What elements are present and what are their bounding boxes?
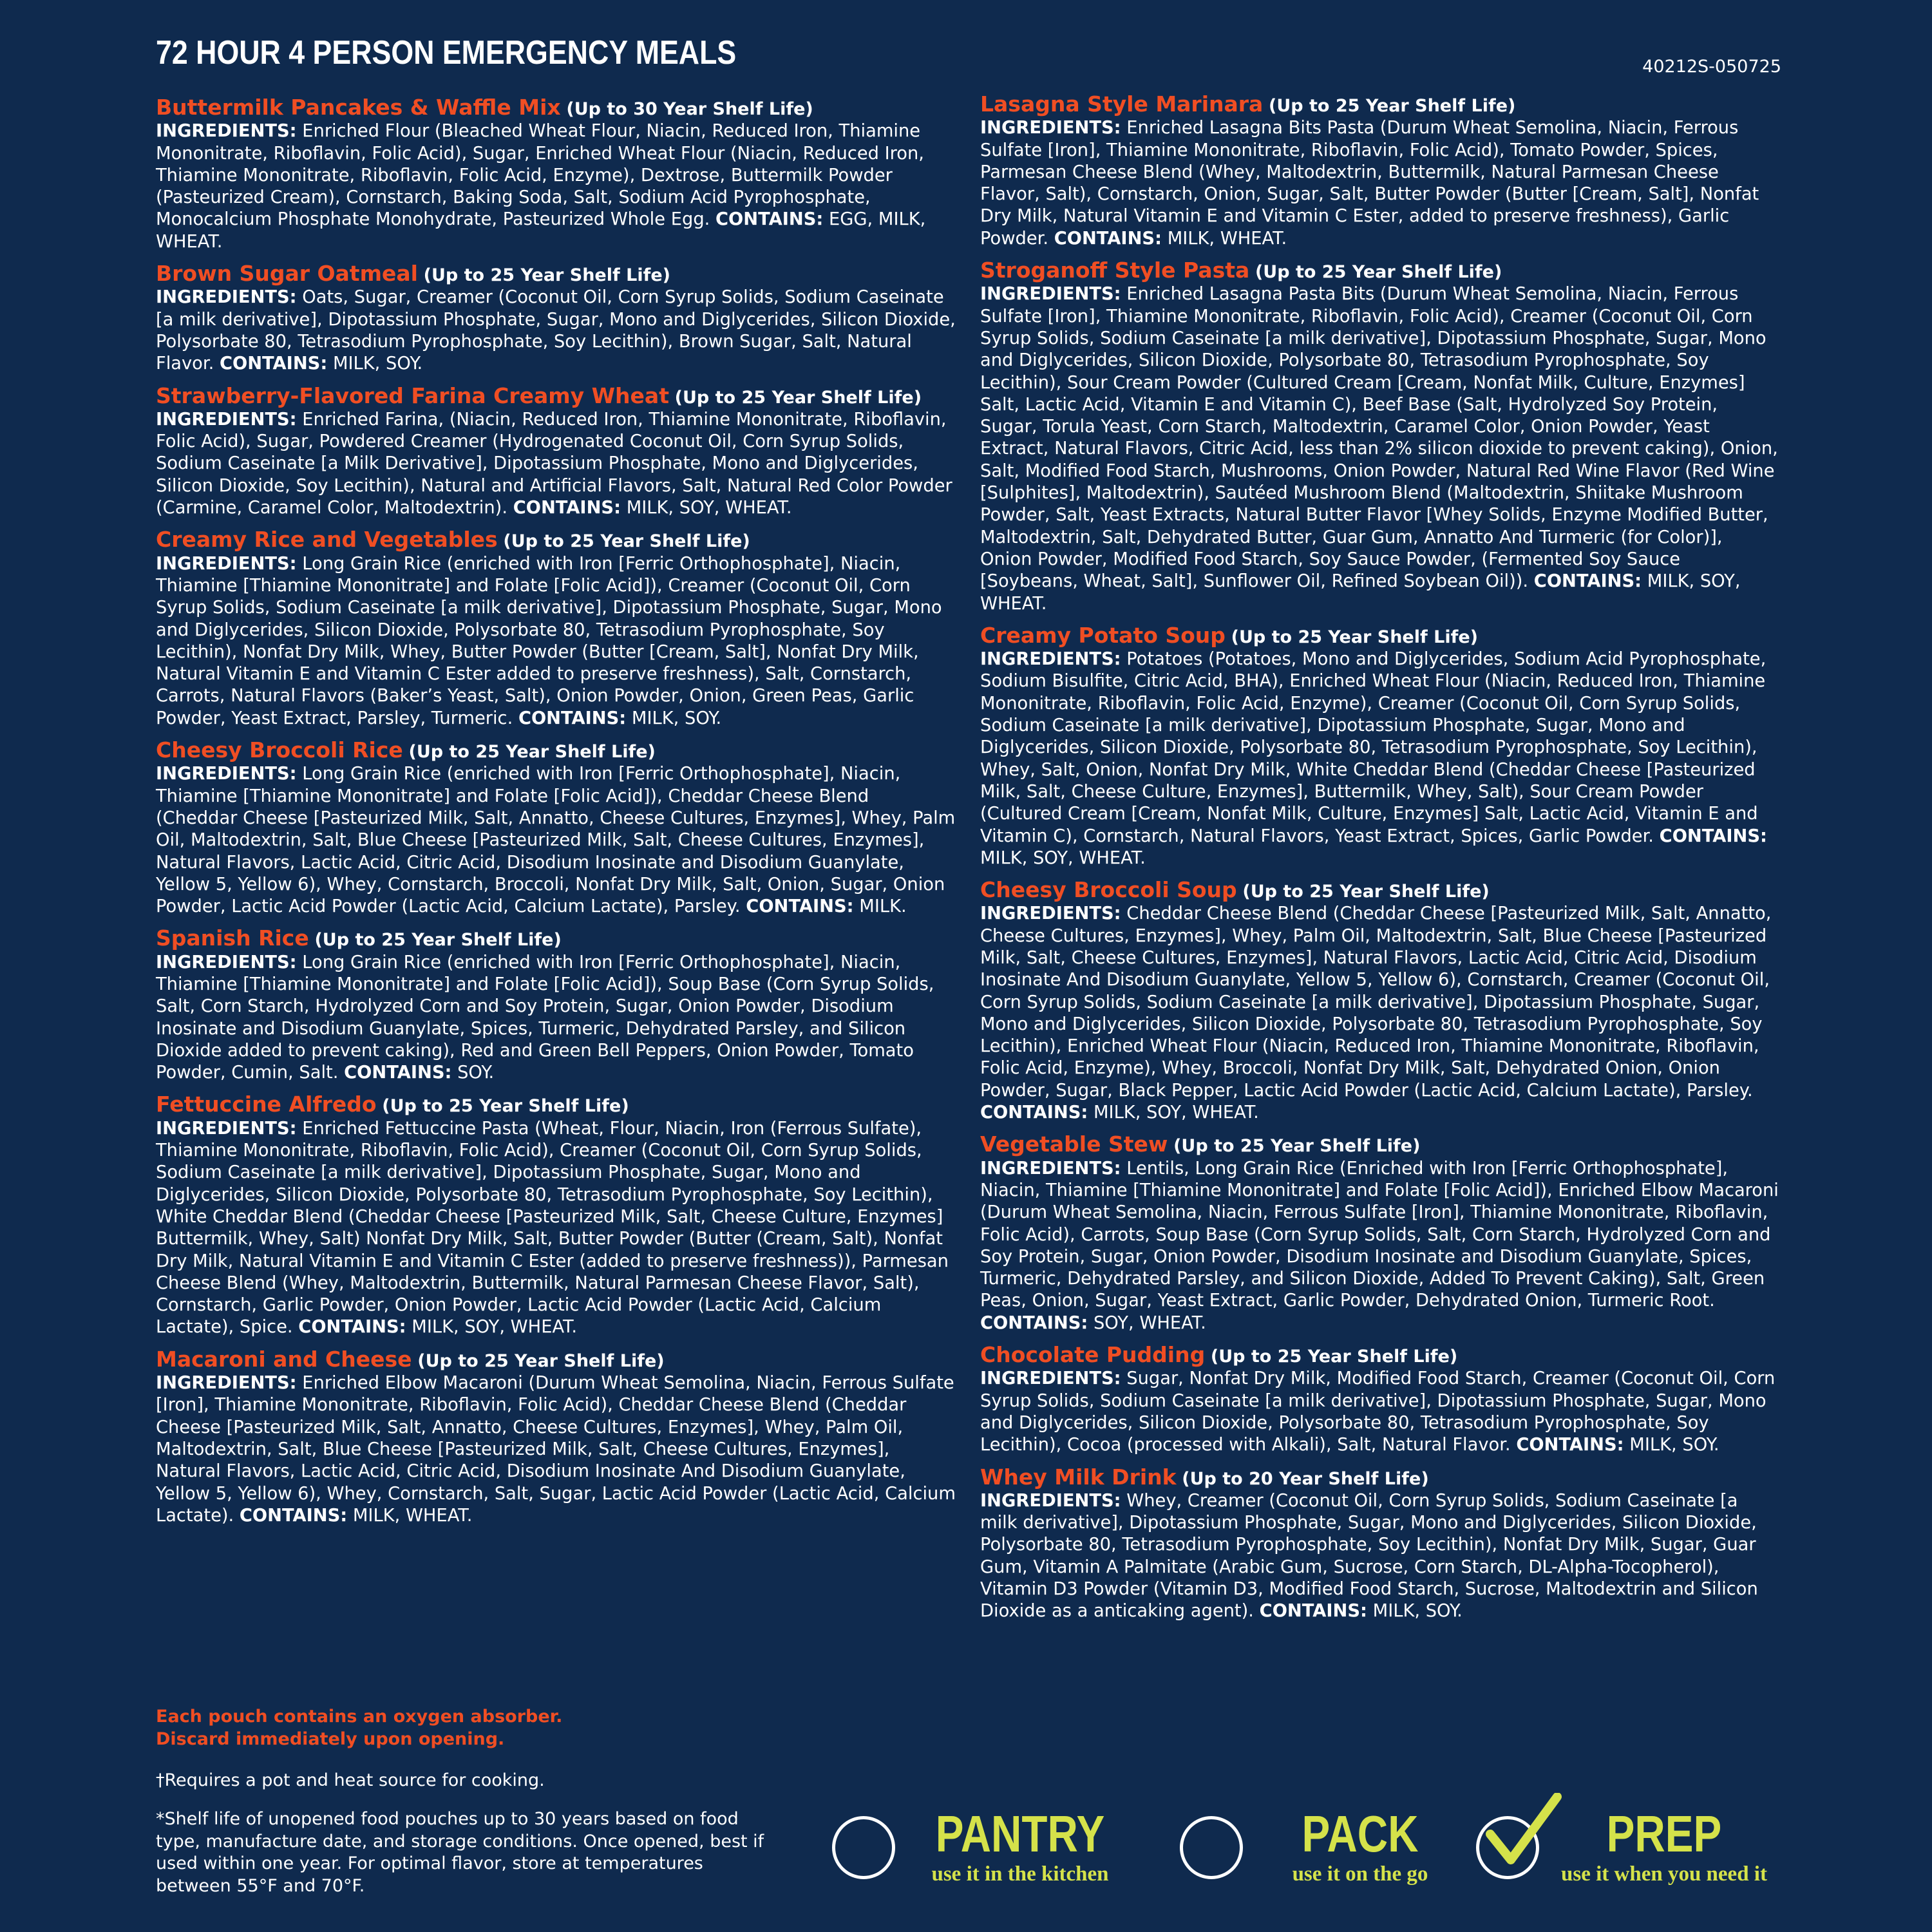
product-code: 40212S-050725 — [1642, 57, 1781, 77]
ingredients-text: Long Grain Rice (enriched with Iron [Ferric Orthophosphate], Niacin, Thiamine [Thiamine Mononitrate] and Folate [Folic Acid]), Cheddar Cheese Blend (Cheddar Cheese [Pasteurized Milk, Salt, Annatto, Cheese Cultures, Enzymes], Whey, Palm Oil, Maltodextrin, Salt, Blue Cheese [Pasteurized Milk, Salt, Cheese Cultures, Enzymes], Natural Flavors, Lactic Acid, Citric Acid, Disodium Inosinate and Disodium Guanylate, Yellow 5, Yellow 6), Whey, Cornstarch, Broccoli, Nonfat Dry Milk, Salt, Onion, Sugar, Onion Powder, Lactic Acid Powder (Lactic Acid, Calcium Lactate), Parsley. — [156, 764, 956, 917]
shelf-life: (Up to 25 Year Shelf Life) — [503, 531, 750, 552]
ingredients-label: INGREDIENTS: — [980, 1368, 1121, 1389]
meal-title: Strawberry-Flavored Farina Creamy Wheat — [156, 383, 669, 408]
circle-icon — [832, 1816, 895, 1879]
shelf-life: (Up to 25 Year Shelf Life) — [423, 265, 671, 286]
ingredients-label: INGREDIENTS: — [156, 1118, 297, 1139]
shelf-life: (Up to 20 Year Shelf Life) — [1182, 1468, 1429, 1489]
allergens-text: MILK. — [859, 896, 907, 917]
allergens-text: MILK, SOY, WHEAT. — [980, 848, 1146, 868]
ingredients-text: Long Grain Rice (enriched with Iron [Ferric Orthophosphate], Niacin, Thiamine [Thiamine Mononitrate] and Folate [Folic Acid]), Creamer (Coconut Oil, Corn Syrup Solids, Sodium Caseinate [a milk derivative], Dipotassium Phosphate, Sugar, Mono and Diglycerides, Silicon Dioxide, Polysorbate 80, Tetrasodium Pyrophosphate, Soy Lecithin), Nonfat Dry Milk, Whey, Butter Powder (Butter [Cream, Salt], Nonfat Dry Milk, Natural Vitamin E and Vitamin C Ester added to preserve freshness), Salt, Cornstarch, Carrots, Natural Flavors (Baker’s Yeast, Salt), Onion Powder, Onion, Green Peas, Garlic Powder, Yeast Extract, Parsley, Turmeric. — [156, 553, 942, 728]
ingredients-label: INGREDIENTS: — [156, 287, 297, 308]
shelf-life: (Up to 25 Year Shelf Life) — [417, 1350, 665, 1371]
contains-label: CONTAINS: — [1259, 1601, 1367, 1622]
badge-subtitle: use it on the go — [1292, 1862, 1428, 1886]
ingredients-label: INGREDIENTS: — [980, 1490, 1121, 1511]
ingredients-text: Sugar, Nonfat Dry Milk, Modified Food Starch, Creamer (Coconut Oil, Corn Syrup Solids, Sodium Caseinate [a milk derivative], Dipotassium Phosphate, Sugar, Mono and Diglycerides, Silicon Dioxide, Polysorbate 80, Tetrasodium Pyrophosphate, Soy Lecithin), Cocoa (processed with Alkali), Salt, Natural Flavor. — [980, 1368, 1776, 1455]
ingredients-text: Enriched Flour (Bleached Wheat Flour, Niacin, Reduced Iron, Thiamine Mononitrate, Riboflavin, Folic Acid), Sugar, Enriched Wheat Flour (Niacin, Reduced Iron, Thiamine Mononitrate, Riboflavin, Folic Acid, Enzyme), Dextrose, Buttermilk Powder (Pasteurized Cream), Cornstarch, Baking Soda, Salt, Sodium Acid Pyrophosphate, Monocalcium Phosphate Monohydrate, Pasteurized Whole Egg. — [156, 121, 924, 230]
allergens-text: MILK, WHEAT. — [1167, 228, 1287, 249]
contains-label: CONTAINS: — [298, 1317, 406, 1338]
meal-item — [980, 879, 1779, 1124]
contains-label: CONTAINS: — [746, 896, 854, 917]
allergens-text: SOY, WHEAT. — [1093, 1312, 1206, 1333]
oxygen-absorber-notice — [156, 1705, 562, 1750]
contains-label: CONTAINS: — [344, 1063, 452, 1083]
ingredients-text: Enriched Lasagna Bits Pasta (Durum Wheat Semolina, Niacin, Ferrous Sulfate [Iron], Thiamine Mononitrate, Riboflavin, Folic Acid), Tomato Powder, Spices, Parmesan Cheese Blend (Whey, Maltodextrin, Buttermilk, Natural Parmesan Cheese Flavor, Salt), Cornstarch, Onion, Sugar, Salt, Butter Powder (Butter [Cream, Salt], Nonfat Dry Milk, Natural Vitamin E and Vitamin C Ester, added to preserve freshness), Garlic Powder. — [980, 118, 1759, 249]
shelf-life: (Up to 25 Year Shelf Life) — [314, 930, 562, 951]
circle-icon — [1180, 1816, 1243, 1879]
ingredients-label: INGREDIENTS: — [156, 764, 297, 784]
contains-label: CONTAINS: — [715, 209, 824, 230]
meal-item — [980, 622, 1779, 869]
badge-subtitle: use it in the kitchen — [931, 1862, 1109, 1886]
allergens-text: MILK, SOY. — [1629, 1435, 1719, 1455]
ingredients-label: INGREDIENTS: — [156, 121, 297, 142]
meal-item — [156, 1346, 956, 1527]
meal-title: Whey Milk Drink — [980, 1464, 1177, 1490]
shelf-life-footnote: *Shelf life of unopened food pouches up to 30 years based on food type, manufacture date, and storage conditions. Once opened, best if used within one year. For optimal flavor, store at temperatures between 55°F and 70°F. — [156, 1809, 764, 1896]
allergens-text: SOY. — [457, 1063, 495, 1083]
right-column — [980, 93, 1779, 1623]
ingredients-text: Potatoes (Potatoes, Mono and Diglycerides, Sodium Acid Pyrophosphate, Sodium Bisulfite, Citric Acid, BHA), Enriched Wheat Flour (Niacin, Reduced Iron, Thiamine Mononitrate, Riboflavin, Folic Acid, Enzyme), Creamer (Coconut Oil, Corn Syrup Solids, Sodium Caseinate [a milk derivative], Dipotassium Phosphate, Sugar, Mono and Diglycerides, Silicon Dioxide, Polysorbate 80, Tetrasodium Pyrophosphate, Soy Lecithin), Whey, Salt, Onion, Nonfat Dry Milk, White Cheddar Blend (Cheddar Cheese [Pasteurized Milk, Salt, Cheese Culture, Enzymes], Buttermilk, Whey, Salt), Sour Cream Powder (Cultured Cream [Cream, Nonfat Milk, Culture, Enzymes] Salt, Lactic Acid, Vitamin E and Vitamin C), Cornstarch, Natural Flavors, Yeast Extract, Spices, Garlic Powder. — [980, 649, 1766, 846]
allergens-text: MILK, SOY, WHEAT. — [1093, 1103, 1259, 1123]
ingredients-label: INGREDIENTS: — [156, 1373, 297, 1394]
badge-subtitle: use it when you need it — [1561, 1862, 1767, 1886]
ingredients-label: INGREDIENTS: — [980, 904, 1121, 924]
allergens-text: MILK, SOY. — [332, 354, 423, 374]
meal-item — [980, 93, 1779, 250]
page-title: 72 HOUR 4 PERSON EMERGENCY MEALS — [156, 34, 737, 71]
ingredients-text: Enriched Elbow Macaroni (Durum Wheat Semolina, Niacin, Ferrous Sulfate [Iron], Thiamine Mononitrate, Riboflavin, Folic Acid), Cheddar Cheese Blend (Cheddar Cheese [Pasteurized Milk, Salt, Annatto, Cheese Cultures, Enzymes], Whey, Palm Oil, Maltodextrin, Salt, Blue Cheese [Pasteurized Milk, Salt, Cheese Cultures, Enzymes], Natural Flavors, Lactic Acid, Citric Acid, Disodium Inosinate And Disodium Guanylate, Yellow 5, Yellow 6), Whey, Cornstarch, Salt, Sugar, Lactic Acid Powder (Lactic Acid, Calcium Lactate). — [156, 1373, 956, 1526]
meal-title: Fettuccine Alfredo — [156, 1092, 377, 1117]
shelf-life: (Up to 25 Year Shelf Life) — [1242, 882, 1490, 902]
ingredients-label: INGREDIENTS: — [980, 1158, 1121, 1179]
contains-label: CONTAINS: — [1659, 826, 1767, 846]
ingredients-text: Whey, Creamer (Coconut Oil, Corn Syrup Solids, Sodium Caseinate [a milk derivative], Dipotassium Phosphate, Sugar, Mono and Diglycerides, Silicon Dioxide, Polysorbate 80, Tetrasodium Pyrophosphate, Soy Lecithin), Nonfat Dry Milk, Sugar, Guar Gum, Vitamin A Palmitate (Arabic Gum, Sucrose, Corn Starch, DL-Alpha-Tocopherol), Vitamin D3 Powder (Vitamin D3, Modified Food Starch, Sucrose, Maltodextrin and Silicon Dioxide as a anticaking agent). — [980, 1490, 1758, 1622]
badge-word: PREP — [1606, 1805, 1722, 1862]
meal-title: Cheesy Broccoli Soup — [980, 877, 1237, 903]
contains-label: CONTAINS: — [239, 1505, 348, 1526]
meal-item — [156, 97, 956, 253]
shelf-life: (Up to 25 Year Shelf Life) — [1255, 262, 1502, 283]
ingredients-text: Oats, Sugar, Creamer (Coconut Oil, Corn Syrup Solids, Sodium Caseinate [a milk derivative], Dipotassium Phosphate, Sugar, Mono and Diglycerides, Silicon Dioxide, Polysorbate 80, Tetrasodium Pyrophosphate, Soy Lecithin), Brown Sugar, Salt, Natural Flavor. — [156, 287, 956, 374]
notice-line-2: Discard immediately upon opening. — [156, 1729, 505, 1749]
ingredients-text: Lentils, Long Grain Rice (Enriched with Iron [Ferric Orthophosphate], Niacin, Thiamine [Thiamine Mononitrate] and Folate [Folic Acid]), Enriched Elbow Macaroni (Durum Wheat Semolina, Niacin, Ferrous Sulfate [Iron], Thiamine Mononitrate, Riboflavin, Folic Acid), Carrots, Soup Base (Corn Syrup Solids, Salt, Corn Starch, Hydrolyzed Corn and Soy Protein, Sugar, Onion Powder, Disodium Inosinate and Disodium Guanylate, Spices, Turmeric, Dehydrated Parsley, and Silicon Dioxide, Added To Prevent Caking), Salt, Green Peas, Onion, Sugar, Yeast Extract, Garlic Powder, Dehydrated Onion, Turmeric Root. — [980, 1158, 1779, 1311]
contains-label: CONTAINS: — [1054, 228, 1162, 249]
allergens-text: MILK, SOY, WHEAT. — [412, 1317, 578, 1338]
allergens-text: MILK, SOY, WHEAT. — [626, 498, 792, 518]
meal-title: Cheesy Broccoli Rice — [156, 737, 403, 763]
ingredients-label: INGREDIENTS: — [980, 284, 1121, 305]
ingredients-label: INGREDIENTS: — [980, 649, 1121, 670]
meal-title: Stroganoff Style Pasta — [980, 258, 1250, 283]
allergens-text: EGG, MILK, WHEAT. — [156, 209, 926, 252]
ingredients-text: Cheddar Cheese Blend (Cheddar Cheese [Pasteurized Milk, Salt, Annatto, Cheese Cultures, Enzymes], Whey, Palm Oil, Maltodextrin, Salt, Blue Cheese [Pasteurized Milk, Salt, Cheese Cultures, Enzymes], Natural Flavors, Lactic Acid, Citric Acid, Disodium Inosinate And Disodium Guanylate, Yellow 5, Yellow 6), Cornstarch, Creamer (Coconut Oil, Corn Syrup Solids, Sodium Caseinate [a milk derivative], Dipotassium Phosphate, Sugar, Mono and Diglycerides, Silicon Dioxide, Polysorbate 80, Tetrasodium Pyrophosphate, Soy Lecithin), Enriched Wheat Flour (Niacin, Reduced Iron, Thiamine Mononitrate, Riboflavin, Folic Acid, Enzyme), Whey, Broccoli, Nonfat Dry Milk, Salt, Dehydrated Onion, Onion Powder, Sugar, Black Pepper, Lactic Acid Powder (Lactic Acid, Calcium Lactate), Parsley. — [980, 904, 1772, 1101]
shelf-life: (Up to 25 Year Shelf Life) — [1173, 1136, 1421, 1157]
allergens-text: MILK, SOY, WHEAT. — [980, 571, 1741, 614]
cooking-footnote: †Requires a pot and heat source for cooking. — [156, 1770, 545, 1790]
allergens-text: MILK, SOY. — [1372, 1601, 1463, 1622]
badge-word: PACK — [1302, 1805, 1419, 1862]
contains-label: CONTAINS: — [518, 708, 627, 728]
contains-label: CONTAINS: — [980, 1312, 1088, 1333]
contains-label: CONTAINS: — [980, 1103, 1088, 1123]
ingredients-label: INGREDIENTS: — [156, 952, 297, 972]
shelf-life: (Up to 25 Year Shelf Life) — [1231, 627, 1478, 647]
ingredients-label: INGREDIENTS: — [156, 409, 297, 430]
notice-line-1: Each pouch contains an oxygen absorber. — [156, 1707, 563, 1727]
left-column — [156, 97, 956, 1527]
meal-title: Buttermilk Pancakes & Waffle Mix — [156, 95, 561, 120]
ingredients-text: Enriched Farina, (Niacin, Reduced Iron, Thiamine Mononitrate, Riboflavin, Folic Acid), Sugar, Powdered Creamer (Hydrogenated Coconut Oil, Corn Syrup Solids, Sodium Caseinate [a Milk Derivative], Dipotassium Phosphate, Mono and Diglycerides, Silicon Dioxide, Soy Lecithin), Natural and Artificial Flavors, Salt, Natural Red Color Powder (Carmine, Caramel Color, Maltodextrin). — [156, 409, 952, 518]
badge-word: PANTRY — [935, 1805, 1105, 1862]
meal-item — [980, 1466, 1779, 1623]
meal-title: Lasagna Style Marinara — [980, 91, 1264, 117]
contains-label: CONTAINS: — [219, 354, 328, 374]
ingredients-label: INGREDIENTS: — [156, 553, 297, 574]
meal-item — [156, 529, 956, 730]
shelf-life: (Up to 25 Year Shelf Life) — [1210, 1347, 1458, 1367]
shelf-life: (Up to 25 Year Shelf Life) — [1269, 96, 1516, 116]
meal-item — [156, 927, 956, 1084]
allergens-text: MILK, WHEAT. — [352, 1505, 473, 1526]
meal-title: Spanish Rice — [156, 925, 309, 951]
meal-title: Vegetable Stew — [980, 1132, 1168, 1157]
meal-title: Macaroni and Cheese — [156, 1346, 412, 1372]
ingredients-text: Long Grain Rice (enriched with Iron [Ferric Orthophosphate], Niacin, Thiamine [Thiamine Mononitrate] and Folate [Folic Acid]), Soup Base (Corn Syrup Solids, Salt, Corn Starch, Hydrolyzed Corn and Soy Protein, Sugar, Onion Powder, Disodium Inosinate and Disodium Guanylate, Spices, Turmeric, Dehydrated Parsley, and Silicon Dioxide added to prevent caking), Red and Green Bell Peppers, Onion Powder, Tomato Powder, Cumin, Salt. — [156, 952, 934, 1083]
meal-item — [156, 263, 956, 375]
shelf-life: (Up to 25 Year Shelf Life) — [674, 387, 922, 408]
contains-label: CONTAINS: — [1533, 571, 1642, 592]
ingredients-text: Enriched Lasagna Pasta Bits (Durum Wheat Semolina, Niacin, Ferrous Sulfate [Iron], Thiamine Mononitrate, Riboflavin, Folic Acid), Creamer (Coconut Oil, Corn Syrup Solids, Sodium Caseinate [a milk derivative], Dipotassium Phosphate, Sugar, Mono and Diglycerides, Silicon Dioxide, Polysorbate 80, Tetrasodium Pyrophosphate, Soy Lecithin), Sour Cream Powder (Cultured Cream [Cream, Nonfat Milk, Culture, Enzymes] Salt, Lactic Acid, Vitamin E and Vitamin C), Beef Base (Salt, Hydrolyzed Soy Protein, Sugar, Torula Yeast, Corn Starch, Maltodextrin, Caramel Color, Onion Powder, Yeast Extract, Natural Flavors, Citric Acid, less than 2% silicon dioxide to prevent caking), Onion, Salt, Modified Food Starch, Mushrooms, Onion Powder, Natural Red Wine Flavor (Red Wine [Sulphites], Maltodextrin), Sautéed Mushroom Blend (Maltodextrin, Shiitake Mushroom Powder, Salt, Yeast Extracts, Natural Butter Flavor [Whey Solids, Enzyme Modified Butter, Maltodextrin, Salt, Dehydrated Butter, Guar Gum, Annatto And Turmeric (for Color)], Onion Powder, Modified Food Starch, Soy Sauce Powder, (Fermented Soy Sauce [Soybeans, Wheat, Salt], Sunflower Oil, Refined Soybean Oil)). — [980, 284, 1778, 592]
contains-label: CONTAINS: — [1516, 1435, 1624, 1455]
shelf-life: (Up to 25 Year Shelf Life) — [382, 1096, 629, 1117]
meal-item — [156, 739, 956, 918]
meal-item — [156, 1094, 956, 1338]
shelf-life: (Up to 30 Year Shelf Life) — [566, 99, 813, 119]
meal-item — [156, 385, 956, 520]
ingredients-text: Enriched Fettuccine Pasta (Wheat, Flour, Niacin, Iron (Ferrous Sulfate), Thiamine Mononitrate, Riboflavin, Folic Acid), Creamer (Coconut Oil, Corn Syrup Solids, Sodium Caseinate [a milk derivative], Dipotassium Phosphate, Sugar, Mono and Diglycerides, Silicon Dioxide, Polysorbate 80, Tetrasodium Pyrophosphate, Soy Lecithin), White Cheddar Blend (Cheddar Cheese [Pasteurized Milk, Salt, Cheese Culture, Enzymes] Buttermilk, Whey, Salt) Nonfat Dry Milk, Salt, Butter Powder (Butter (Cream, Salt), Nonfat Dry Milk, Natural Vitamin E and Vitamin C Ester (added to preserve freshness)), Parmesan Cheese Blend (Whey, Maltodextrin, Buttermilk, Natural Parmesan Cheese Flavor, Salt), Cornstarch, Garlic Powder, Onion Powder, Lactic Acid Powder (Lactic Acid, Calcium Lactate), Spice. — [156, 1118, 949, 1338]
allergens-text: MILK, SOY. — [631, 708, 722, 728]
ingredients-label: INGREDIENTS: — [980, 118, 1121, 138]
meal-item — [980, 1133, 1779, 1334]
meal-item — [980, 1344, 1779, 1456]
meal-title: Creamy Rice and Vegetables — [156, 527, 498, 553]
contains-label: CONTAINS: — [513, 498, 621, 518]
meal-title: Creamy Potato Soup — [980, 622, 1226, 648]
shelf-life: (Up to 25 Year Shelf Life) — [408, 742, 656, 762]
meal-title: Brown Sugar Oatmeal — [156, 261, 418, 287]
meal-item — [980, 260, 1779, 615]
meal-title: Chocolate Pudding — [980, 1342, 1206, 1368]
